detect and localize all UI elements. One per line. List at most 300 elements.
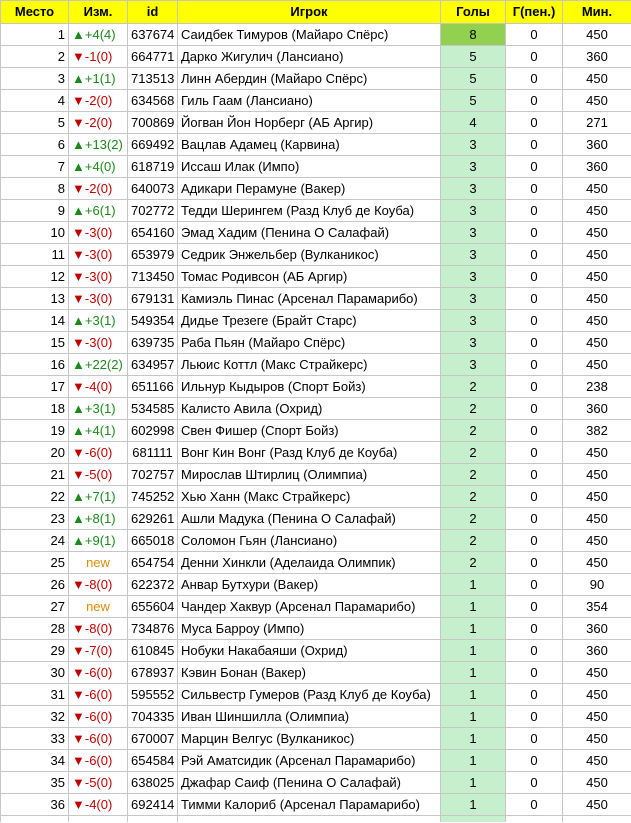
- id-cell[interactable]: 534585: [128, 398, 178, 420]
- change-cell[interactable]: ▲+6(1): [69, 200, 128, 222]
- minutes-cell[interactable]: 450: [563, 68, 631, 90]
- goals-cell[interactable]: 3: [441, 200, 506, 222]
- id-cell[interactable]: 639735: [128, 332, 178, 354]
- table-row: [1, 530, 631, 552]
- place-cell[interactable]: 11: [1, 244, 69, 266]
- goals-cell[interactable]: 3: [441, 288, 506, 310]
- place-cell[interactable]: 20: [1, 442, 69, 464]
- minutes-cell[interactable]: 360: [563, 46, 631, 68]
- player-cell[interactable]: Вацлав Адамец (Карвина): [178, 134, 441, 156]
- table-row: [1, 486, 631, 508]
- change-cell[interactable]: ▼-4(0): [69, 794, 128, 816]
- goals-cell[interactable]: 2: [441, 530, 506, 552]
- table-row: [1, 772, 631, 794]
- table-row: [1, 222, 631, 244]
- column-header-minutes[interactable]: Мин.: [563, 1, 631, 24]
- minutes-cell[interactable]: 450: [563, 662, 631, 684]
- place-cell[interactable]: 14: [1, 310, 69, 332]
- penalty-goals-cell[interactable]: 0: [506, 178, 563, 200]
- minutes-cell[interactable]: 360: [563, 618, 631, 640]
- place-cell[interactable]: 32: [1, 706, 69, 728]
- place-cell[interactable]: 27: [1, 596, 69, 618]
- penalty-goals-cell[interactable]: 0: [506, 288, 563, 310]
- penalty-goals-cell[interactable]: 0: [506, 618, 563, 640]
- penalty-goals-cell[interactable]: 0: [506, 112, 563, 134]
- column-header-change[interactable]: Изм.: [69, 1, 128, 24]
- place-cell[interactable]: 30: [1, 662, 69, 684]
- minutes-cell[interactable]: 450: [563, 530, 631, 552]
- place-cell[interactable]: 33: [1, 728, 69, 750]
- id-cell[interactable]: 664771: [128, 46, 178, 68]
- change-cell[interactable]: ▼-1(0): [69, 46, 128, 68]
- empty-cell: [69, 816, 128, 823]
- player-cell[interactable]: Соломон Гьян (Лансиано): [178, 530, 441, 552]
- player-cell[interactable]: Сильвестр Гумеров (Разд Клуб де Коуба): [178, 684, 441, 706]
- minutes-cell[interactable]: 450: [563, 750, 631, 772]
- id-cell[interactable]: 651166: [128, 376, 178, 398]
- column-header-penalty-goals[interactable]: Г(пен.): [506, 1, 563, 24]
- penalty-goals-cell[interactable]: 0: [506, 376, 563, 398]
- table-row: [1, 24, 631, 46]
- place-cell[interactable]: 34: [1, 750, 69, 772]
- player-cell[interactable]: Томас Родивсон (АБ Аргир): [178, 266, 441, 288]
- penalty-goals-cell[interactable]: 0: [506, 640, 563, 662]
- goals-cell[interactable]: 2: [441, 486, 506, 508]
- column-header-id[interactable]: id: [128, 1, 178, 24]
- change-cell[interactable]: ▼-6(0): [69, 706, 128, 728]
- minutes-cell[interactable]: 450: [563, 552, 631, 574]
- change-cell[interactable]: ▼-7(0): [69, 640, 128, 662]
- table-row: [1, 442, 631, 464]
- place-cell[interactable]: 26: [1, 574, 69, 596]
- id-cell[interactable]: 638025: [128, 772, 178, 794]
- change-cell[interactable]: ▼-2(0): [69, 112, 128, 134]
- place-cell[interactable]: 5: [1, 112, 69, 134]
- change-cell[interactable]: ▼-2(0): [69, 178, 128, 200]
- id-cell[interactable]: 654754: [128, 552, 178, 574]
- player-cell[interactable]: Джафар Саиф (Пенина О Салафай): [178, 772, 441, 794]
- minutes-cell[interactable]: 360: [563, 156, 631, 178]
- change-cell[interactable]: ▼-6(0): [69, 750, 128, 772]
- player-cell[interactable]: Калисто Авила (Охрид): [178, 398, 441, 420]
- id-cell[interactable]: 654160: [128, 222, 178, 244]
- place-cell[interactable]: 16: [1, 354, 69, 376]
- player-cell[interactable]: Тимми Калориб (Арсенал Парамарибо): [178, 794, 441, 816]
- id-cell[interactable]: 595552: [128, 684, 178, 706]
- table-row: [1, 376, 631, 398]
- goals-cell[interactable]: 1: [441, 574, 506, 596]
- penalty-goals-cell[interactable]: 0: [506, 464, 563, 486]
- goals-cell[interactable]: 2: [441, 376, 506, 398]
- place-cell[interactable]: 13: [1, 288, 69, 310]
- place-cell[interactable]: 29: [1, 640, 69, 662]
- id-cell[interactable]: 610845: [128, 640, 178, 662]
- goals-cell[interactable]: 1: [441, 618, 506, 640]
- place-cell[interactable]: 31: [1, 684, 69, 706]
- place-cell[interactable]: 36: [1, 794, 69, 816]
- place-cell[interactable]: 4: [1, 90, 69, 112]
- id-cell[interactable]: 692414: [128, 794, 178, 816]
- player-cell[interactable]: Йогван Йон Норберг (АБ Аргир): [178, 112, 441, 134]
- goals-cell[interactable]: 2: [441, 420, 506, 442]
- minutes-cell[interactable]: 450: [563, 706, 631, 728]
- place-cell[interactable]: 24: [1, 530, 69, 552]
- place-cell[interactable]: 12: [1, 266, 69, 288]
- goals-cell[interactable]: 3: [441, 244, 506, 266]
- minutes-cell[interactable]: 90: [563, 574, 631, 596]
- goals-cell[interactable]: 3: [441, 178, 506, 200]
- id-cell[interactable]: 549354: [128, 310, 178, 332]
- penalty-goals-cell[interactable]: 0: [506, 200, 563, 222]
- id-cell[interactable]: 637674: [128, 24, 178, 46]
- place-cell[interactable]: 15: [1, 332, 69, 354]
- table-row: [1, 684, 631, 706]
- player-cell[interactable]: Камиэль Пинас (Арсенал Парамарибо): [178, 288, 441, 310]
- table-row: [1, 310, 631, 332]
- player-cell[interactable]: Дидье Трезеге (Брайт Старс): [178, 310, 441, 332]
- player-cell[interactable]: Линн Абердин (Майаро Спёрс): [178, 68, 441, 90]
- empty-cell: [178, 816, 441, 823]
- minutes-cell[interactable]: 450: [563, 90, 631, 112]
- place-cell[interactable]: 28: [1, 618, 69, 640]
- goals-cell[interactable]: 3: [441, 310, 506, 332]
- player-cell[interactable]: Тедди Шерингем (Разд Клуб де Коуба): [178, 200, 441, 222]
- change-cell[interactable]: ▼-3(0): [69, 266, 128, 288]
- player-cell[interactable]: Седрик Энжельбер (Вулканикос): [178, 244, 441, 266]
- penalty-goals-cell[interactable]: 0: [506, 706, 563, 728]
- table-row: [1, 398, 631, 420]
- id-cell[interactable]: 640073: [128, 178, 178, 200]
- table-row: [1, 332, 631, 354]
- place-cell[interactable]: 9: [1, 200, 69, 222]
- penalty-goals-cell[interactable]: 0: [506, 552, 563, 574]
- minutes-cell[interactable]: 450: [563, 794, 631, 816]
- table-row: [1, 574, 631, 596]
- table-row: [1, 90, 631, 112]
- penalty-goals-cell[interactable]: 0: [506, 90, 563, 112]
- goals-cell[interactable]: 3: [441, 134, 506, 156]
- change-cell[interactable]: ▼-3(0): [69, 244, 128, 266]
- penalty-goals-cell[interactable]: 0: [506, 310, 563, 332]
- id-cell[interactable]: 618719: [128, 156, 178, 178]
- penalty-goals-cell[interactable]: 0: [506, 156, 563, 178]
- player-cell[interactable]: Дарко Жигулич (Лансиано): [178, 46, 441, 68]
- penalty-goals-cell[interactable]: 0: [506, 332, 563, 354]
- player-cell[interactable]: Ашли Мадука (Пенина О Салафай): [178, 508, 441, 530]
- minutes-cell[interactable]: 450: [563, 728, 631, 750]
- place-cell[interactable]: 21: [1, 464, 69, 486]
- minutes-cell[interactable]: 450: [563, 24, 631, 46]
- player-cell[interactable]: Анвар Бутхури (Вакер): [178, 574, 441, 596]
- empty-cell: [441, 816, 506, 823]
- change-cell[interactable]: ▲+8(1): [69, 508, 128, 530]
- player-cell[interactable]: Иван Шиншилла (Олимпиа): [178, 706, 441, 728]
- penalty-goals-cell[interactable]: 0: [506, 684, 563, 706]
- change-cell[interactable]: ▲+1(1): [69, 68, 128, 90]
- goals-cell[interactable]: 1: [441, 772, 506, 794]
- id-cell[interactable]: 634568: [128, 90, 178, 112]
- change-cell[interactable]: ▼-3(0): [69, 222, 128, 244]
- penalty-goals-cell[interactable]: 0: [506, 46, 563, 68]
- player-cell[interactable]: Рэй Аматсидик (Арсенал Парамарибо): [178, 750, 441, 772]
- minutes-cell[interactable]: 450: [563, 486, 631, 508]
- player-cell[interactable]: Ильнур Кыдыров (Спорт Бойз): [178, 376, 441, 398]
- table-row: [1, 354, 631, 376]
- goals-cell[interactable]: 3: [441, 266, 506, 288]
- column-header-place[interactable]: Место: [1, 1, 69, 24]
- penalty-goals-cell[interactable]: 0: [506, 244, 563, 266]
- empty-cell: [563, 816, 631, 823]
- player-cell[interactable]: Свен Фишер (Спорт Бойз): [178, 420, 441, 442]
- change-cell[interactable]: new: [69, 596, 128, 618]
- place-cell[interactable]: 6: [1, 134, 69, 156]
- goals-cell[interactable]: 1: [441, 706, 506, 728]
- player-cell[interactable]: Адикари Перамуне (Вакер): [178, 178, 441, 200]
- place-cell[interactable]: 8: [1, 178, 69, 200]
- penalty-goals-cell[interactable]: 0: [506, 442, 563, 464]
- place-cell[interactable]: 7: [1, 156, 69, 178]
- header-row: [1, 1, 631, 24]
- change-cell[interactable]: ▲+22(2): [69, 354, 128, 376]
- minutes-cell[interactable]: 450: [563, 464, 631, 486]
- minutes-cell[interactable]: 382: [563, 420, 631, 442]
- goals-cell[interactable]: 1: [441, 640, 506, 662]
- penalty-goals-cell[interactable]: 0: [506, 662, 563, 684]
- change-cell[interactable]: ▲+7(1): [69, 486, 128, 508]
- id-cell[interactable]: 670007: [128, 728, 178, 750]
- minutes-cell[interactable]: 271: [563, 112, 631, 134]
- player-cell[interactable]: Денни Хинкли (Аделаида Олимпик): [178, 552, 441, 574]
- table-row: [1, 266, 631, 288]
- player-cell[interactable]: Муса Барроу (Импо): [178, 618, 441, 640]
- goals-cell[interactable]: 1: [441, 684, 506, 706]
- table-row: [1, 750, 631, 772]
- table-row: [1, 244, 631, 266]
- change-cell[interactable]: ▼-3(0): [69, 332, 128, 354]
- table-row: [1, 134, 631, 156]
- change-cell[interactable]: ▼-6(0): [69, 662, 128, 684]
- empty-cell: [128, 816, 178, 823]
- goals-cell[interactable]: 2: [441, 442, 506, 464]
- minutes-cell[interactable]: 450: [563, 266, 631, 288]
- player-cell[interactable]: Мирослав Штирлиц (Олимпиа): [178, 464, 441, 486]
- goals-cell[interactable]: 1: [441, 750, 506, 772]
- change-cell[interactable]: ▼-2(0): [69, 90, 128, 112]
- table-row: [1, 508, 631, 530]
- goals-cell[interactable]: 1: [441, 728, 506, 750]
- penalty-goals-cell[interactable]: 0: [506, 486, 563, 508]
- goals-cell[interactable]: 2: [441, 508, 506, 530]
- goals-cell[interactable]: 3: [441, 332, 506, 354]
- player-cell[interactable]: Раба Пьян (Майаро Спёрс): [178, 332, 441, 354]
- change-cell[interactable]: ▲+4(4): [69, 24, 128, 46]
- place-cell[interactable]: 10: [1, 222, 69, 244]
- change-cell[interactable]: ▼-3(0): [69, 288, 128, 310]
- player-cell[interactable]: Кэвин Бонан (Вакер): [178, 662, 441, 684]
- minutes-cell[interactable]: 360: [563, 134, 631, 156]
- goals-cell[interactable]: 3: [441, 354, 506, 376]
- id-cell[interactable]: 665018: [128, 530, 178, 552]
- minutes-cell[interactable]: 450: [563, 354, 631, 376]
- id-cell[interactable]: 653979: [128, 244, 178, 266]
- change-cell[interactable]: ▲+4(0): [69, 156, 128, 178]
- penalty-goals-cell[interactable]: 0: [506, 574, 563, 596]
- penalty-goals-cell[interactable]: 0: [506, 772, 563, 794]
- goals-cell[interactable]: 5: [441, 68, 506, 90]
- place-cell[interactable]: 1: [1, 24, 69, 46]
- id-cell[interactable]: 745252: [128, 486, 178, 508]
- penalty-goals-cell[interactable]: 0: [506, 266, 563, 288]
- column-header-player[interactable]: Игрок: [178, 1, 441, 24]
- goals-cell[interactable]: 2: [441, 464, 506, 486]
- table-row: [1, 112, 631, 134]
- place-cell[interactable]: 18: [1, 398, 69, 420]
- player-cell[interactable]: Вонг Кин Вонг (Разд Клуб де Коуба): [178, 442, 441, 464]
- change-cell[interactable]: ▲+3(1): [69, 310, 128, 332]
- player-cell[interactable]: Гиль Гаам (Лансиано): [178, 90, 441, 112]
- change-cell[interactable]: ▼-8(0): [69, 574, 128, 596]
- table-row: [1, 68, 631, 90]
- penalty-goals-cell[interactable]: 0: [506, 728, 563, 750]
- table-row: [1, 618, 631, 640]
- goals-cell[interactable]: 1: [441, 596, 506, 618]
- change-cell[interactable]: ▼-5(0): [69, 772, 128, 794]
- minutes-cell[interactable]: 450: [563, 442, 631, 464]
- change-cell[interactable]: ▼-6(0): [69, 728, 128, 750]
- goals-cell[interactable]: 5: [441, 90, 506, 112]
- player-cell[interactable]: Чандер Хаквур (Арсенал Парамарибо): [178, 596, 441, 618]
- id-cell[interactable]: 681111: [128, 442, 178, 464]
- id-cell[interactable]: 679131: [128, 288, 178, 310]
- penalty-goals-cell[interactable]: 0: [506, 398, 563, 420]
- table-row: [1, 662, 631, 684]
- id-cell[interactable]: 700869: [128, 112, 178, 134]
- goals-cell[interactable]: 5: [441, 46, 506, 68]
- change-cell[interactable]: new: [69, 552, 128, 574]
- goals-cell[interactable]: 3: [441, 222, 506, 244]
- table-row: [1, 178, 631, 200]
- player-cell[interactable]: Саидбек Тимуров (Майаро Спёрс): [178, 24, 441, 46]
- player-cell[interactable]: Эмад Хадим (Пенина О Салафай): [178, 222, 441, 244]
- penalty-goals-cell[interactable]: 0: [506, 222, 563, 244]
- table-row-partial: [1, 816, 631, 823]
- minutes-cell[interactable]: 450: [563, 772, 631, 794]
- id-cell[interactable]: 669492: [128, 134, 178, 156]
- id-cell[interactable]: 629261: [128, 508, 178, 530]
- penalty-goals-cell[interactable]: 0: [506, 134, 563, 156]
- player-cell[interactable]: Иссаш Илак (Импо): [178, 156, 441, 178]
- minutes-cell[interactable]: 450: [563, 244, 631, 266]
- goals-cell[interactable]: 1: [441, 662, 506, 684]
- goals-cell[interactable]: 2: [441, 552, 506, 574]
- penalty-goals-cell[interactable]: 0: [506, 596, 563, 618]
- player-cell[interactable]: Льюис Коттл (Макс Страйкерс): [178, 354, 441, 376]
- place-cell[interactable]: 22: [1, 486, 69, 508]
- minutes-cell[interactable]: 360: [563, 398, 631, 420]
- id-cell[interactable]: 655604: [128, 596, 178, 618]
- table-row: [1, 552, 631, 574]
- minutes-cell[interactable]: 238: [563, 376, 631, 398]
- place-cell[interactable]: 25: [1, 552, 69, 574]
- minutes-cell[interactable]: 450: [563, 200, 631, 222]
- table-row: [1, 640, 631, 662]
- goals-cell[interactable]: 3: [441, 156, 506, 178]
- penalty-goals-cell[interactable]: 0: [506, 794, 563, 816]
- empty-cell: [1, 816, 69, 823]
- id-cell[interactable]: 678937: [128, 662, 178, 684]
- change-cell[interactable]: ▲+13(2): [69, 134, 128, 156]
- id-cell[interactable]: 704335: [128, 706, 178, 728]
- minutes-cell[interactable]: 360: [563, 640, 631, 662]
- table-row: [1, 706, 631, 728]
- table-row: [1, 200, 631, 222]
- goals-cell[interactable]: 4: [441, 112, 506, 134]
- player-cell[interactable]: Хью Ханн (Макс Страйкерс): [178, 486, 441, 508]
- goals-cell[interactable]: 8: [441, 24, 506, 46]
- column-header-goals[interactable]: Голы: [441, 1, 506, 24]
- penalty-goals-cell[interactable]: 0: [506, 420, 563, 442]
- place-cell[interactable]: 19: [1, 420, 69, 442]
- change-cell[interactable]: ▲+9(1): [69, 530, 128, 552]
- change-cell[interactable]: ▼-4(0): [69, 376, 128, 398]
- goals-cell[interactable]: 1: [441, 794, 506, 816]
- minutes-cell[interactable]: 450: [563, 684, 631, 706]
- penalty-goals-cell[interactable]: 0: [506, 508, 563, 530]
- penalty-goals-cell[interactable]: 0: [506, 750, 563, 772]
- id-cell[interactable]: 602998: [128, 420, 178, 442]
- player-cell[interactable]: Нобуки Накабаяши (Охрид): [178, 640, 441, 662]
- id-cell[interactable]: 713450: [128, 266, 178, 288]
- minutes-cell[interactable]: 450: [563, 332, 631, 354]
- table-row: [1, 794, 631, 816]
- id-cell[interactable]: 713513: [128, 68, 178, 90]
- minutes-cell[interactable]: 450: [563, 508, 631, 530]
- player-cell[interactable]: Марцин Велгус (Вулканикос): [178, 728, 441, 750]
- id-cell[interactable]: 734876: [128, 618, 178, 640]
- table-row: [1, 156, 631, 178]
- change-cell[interactable]: ▼-6(0): [69, 442, 128, 464]
- place-cell[interactable]: 17: [1, 376, 69, 398]
- table-row: [1, 46, 631, 68]
- id-cell[interactable]: 634957: [128, 354, 178, 376]
- place-cell[interactable]: 23: [1, 508, 69, 530]
- goals-cell[interactable]: 2: [441, 398, 506, 420]
- place-cell[interactable]: 2: [1, 46, 69, 68]
- table-row: [1, 420, 631, 442]
- minutes-cell[interactable]: 450: [563, 288, 631, 310]
- change-cell[interactable]: ▼-5(0): [69, 464, 128, 486]
- change-cell[interactable]: ▲+3(1): [69, 398, 128, 420]
- table-row: [1, 596, 631, 618]
- minutes-cell[interactable]: 450: [563, 222, 631, 244]
- change-cell[interactable]: ▼-8(0): [69, 618, 128, 640]
- id-cell[interactable]: 702757: [128, 464, 178, 486]
- penalty-goals-cell[interactable]: 0: [506, 68, 563, 90]
- minutes-cell[interactable]: 354: [563, 596, 631, 618]
- change-cell[interactable]: ▼-6(0): [69, 684, 128, 706]
- change-cell[interactable]: ▲+4(1): [69, 420, 128, 442]
- place-cell[interactable]: 3: [1, 68, 69, 90]
- penalty-goals-cell[interactable]: 0: [506, 530, 563, 552]
- penalty-goals-cell[interactable]: 0: [506, 24, 563, 46]
- id-cell[interactable]: 702772: [128, 200, 178, 222]
- minutes-cell[interactable]: 450: [563, 310, 631, 332]
- minutes-cell[interactable]: 450: [563, 178, 631, 200]
- place-cell[interactable]: 35: [1, 772, 69, 794]
- penalty-goals-cell[interactable]: 0: [506, 354, 563, 376]
- id-cell[interactable]: 622372: [128, 574, 178, 596]
- id-cell[interactable]: 654584: [128, 750, 178, 772]
